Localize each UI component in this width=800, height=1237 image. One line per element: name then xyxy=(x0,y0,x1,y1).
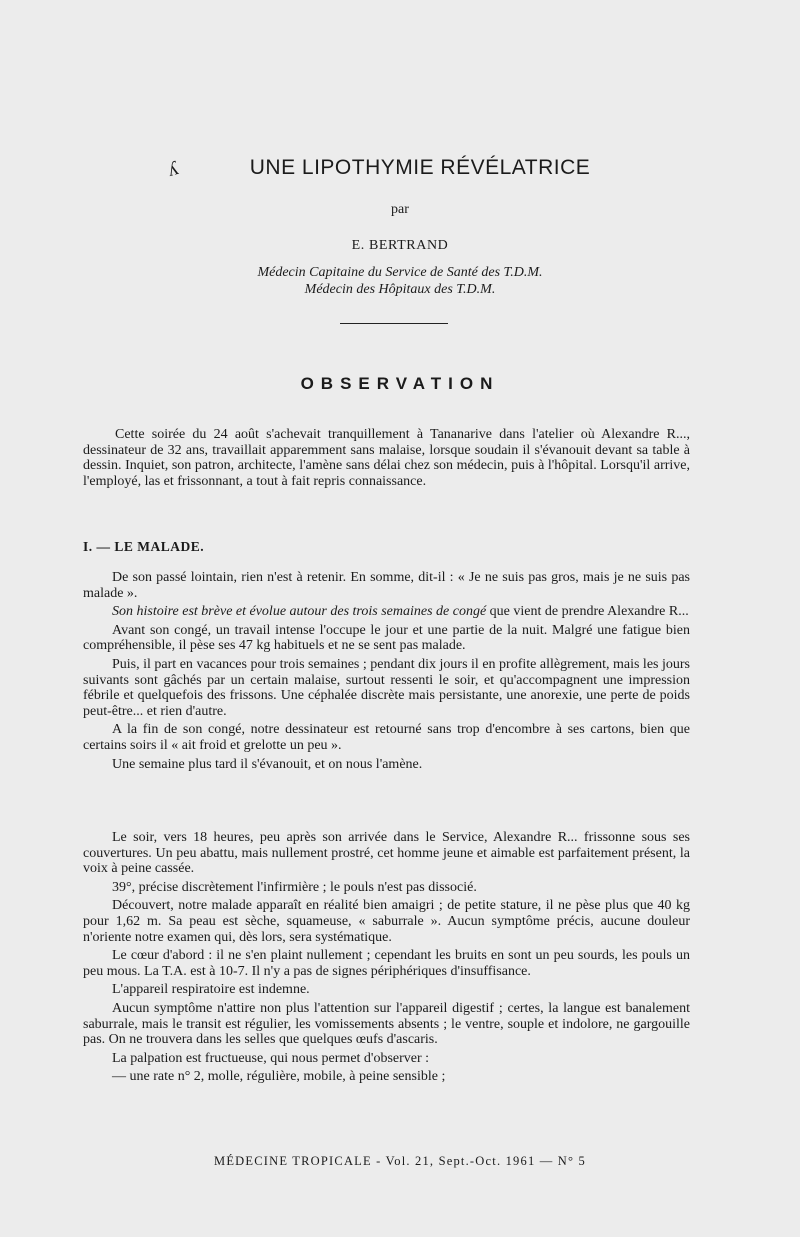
journal-footer: MÉDECINE TROPICALE - Vol. 21, Sept.-Oct. 1961 — N° 5 xyxy=(214,1154,586,1168)
paragraph: A la fin de son congé, notre dessinateur est retourné sans trop d'encombre à ses cartons, bien que certains soirs il « ait froid et grelotte un peu ». xyxy=(83,722,690,753)
byline-par: par xyxy=(391,202,409,217)
section-malade-body xyxy=(83,570,690,775)
paragraph: L'appareil respiratoire est indemne. xyxy=(112,982,310,998)
paragraph-rest: que vient de prendre Alexandre R... xyxy=(486,604,689,620)
paragraph: Cette soirée du 24 août s'achevait tranquillement à Tananarive dans l'atelier où Alexandre R..., dessinateur de 32 ans, travaillait apparemment sans malaise, lorsque soudain il s'évanouit devant sa table à dessin. Inquiet, son patron, architecte, l'amène sans délai chez son médecin, puis à l'hôpital. Lorsqu'il arrive, l'employé, las et frissonnant, a tout à fait repris connaissance. xyxy=(83,427,690,489)
affiliation-line: Médecin des Hôpitaux des T.D.M. xyxy=(304,282,496,297)
margin-mark: ʎ xyxy=(165,157,181,181)
paragraph: 39°, précise discrètement l'infirmière ; le pouls n'est pas dissocié. xyxy=(112,879,477,895)
paragraph: Le soir, vers 18 heures, peu après son arrivée dans le Service, Alexandre R... frissonne sous ses couvertures. Un peu abattu, mais nullement prostré, cet homme jeune et aimable est parfaitement présent, la voix à peine cassée. xyxy=(83,830,690,877)
paragraph: La palpation est fructueuse, qui nous permet d'observer : xyxy=(112,1050,430,1066)
affiliation-line: Médecin Capitaine du Service de Santé des T.D.M. xyxy=(257,265,543,280)
paragraph: De son passé lointain, rien n'est à retenir. En somme, dit-il : « Je ne suis pas gros, mais je ne suis pas malade ». xyxy=(83,570,690,601)
paragraph: Aucun symptôme n'attire non plus l'attention sur l'appareil digestif ; certes, la langue est banalement saburrale, mais le transit est régulier, les vomissements absents ; le ventre, souple et indolore, ne gargouille pas. On ne trouvera dans les selles que quelques œufs d'ascaris. xyxy=(83,1000,690,1048)
paragraph: — une rate n° 2, molle, régulière, mobile, à peine sensible ; xyxy=(112,1069,446,1085)
intro-paragraph xyxy=(83,427,690,489)
paragraph: Le cœur d'abord : il ne s'en plaint nullement ; cependant les bruits en sont un peu sourds, les pouls un peu mous. La T.A. est à 10-7. Il n'y a pas de signes périphériques d'insuffisance. xyxy=(83,948,690,979)
section-heading-malade: I. — LE MALADE. xyxy=(83,539,205,554)
author-name: E. BERTRAND xyxy=(351,238,449,253)
paragraph xyxy=(83,604,690,620)
paragraph: Puis, il part en vacances pour trois semaines ; pendant dix jours il en profite allègrement, mais les jours suivants sont gâchés par un certain malaise, surtout ressenti le soir, et qu'accompagnent une impression fébrile et quelquefois des frissons. Une céphalée discrète mais persistante, une anorexie, une perte de poids peut-être... et rien d'autre. xyxy=(83,656,690,719)
paragraph: Découvert, notre malade apparaît en réalité bien amaigri ; de petite stature, il ne pèse plus que 40 kg pour 1,62 m. Sa peau est sèche, squameuse, « saburrale ». Aucun symptôme précis, aucune douleur n'oriente notre examen qui, dès lors, sera systématique. xyxy=(83,898,690,945)
article-title: UNE LIPOTHYMIE RÉVÉLATRICE xyxy=(249,156,591,179)
paragraph: Une semaine plus tard il s'évanouit, et on nous l'amène. xyxy=(112,756,423,772)
section-examen-body xyxy=(83,830,690,1088)
italic-phrase: Son histoire est brève et évolue autour des trois semaines de congé xyxy=(112,604,487,620)
section-heading-observation: OBSERVATION xyxy=(300,374,500,393)
title-divider xyxy=(340,323,448,324)
author-affiliation xyxy=(0,264,800,298)
paragraph: Avant son congé, un travail intense l'occupe le jour et une partie de la nuit. Malgré une fatigue bien compréhensible, il pèse ses 47 kg habituels et ne se sent pas malade. xyxy=(83,622,690,654)
